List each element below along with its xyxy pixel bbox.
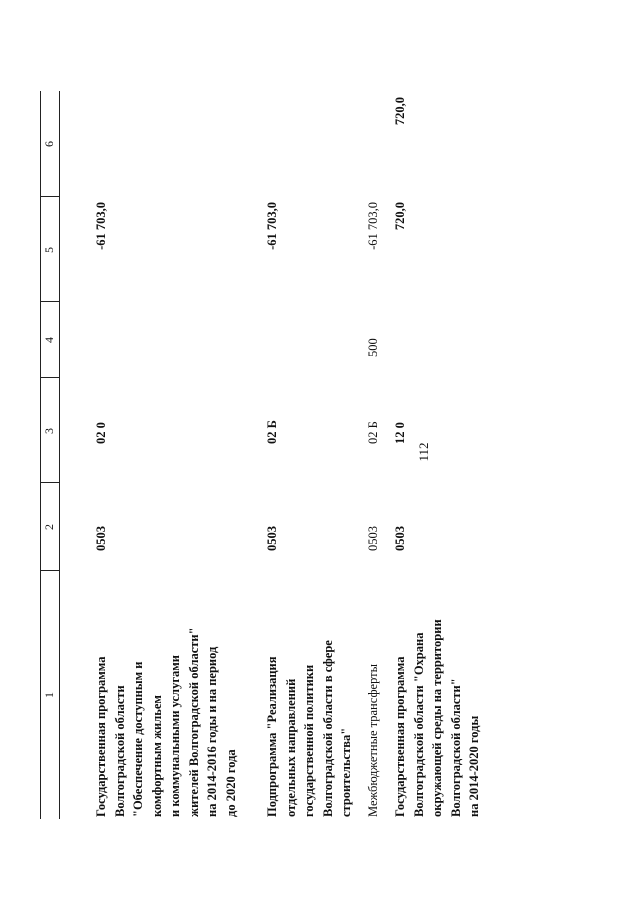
col-divider-5 [40, 196, 60, 197]
row-3-col4: 500 [366, 338, 380, 357]
row-2-col3: 02 Б [265, 420, 279, 444]
col-divider-3 [40, 377, 60, 378]
header-col-4: 4 [42, 337, 56, 343]
row-3-col5: -61 703,0 [366, 202, 380, 250]
row-1-name: Государственная программа Волгоградской области "Обеспечение доступным и комфортным жильем и коммунальными услугами жителей Волгоградской области" на 2014-2016 годы и на период до 2020 года [94, 627, 238, 817]
row-1-col3: 02 0 [94, 422, 108, 444]
row-3-col2: 0503 [366, 526, 380, 551]
row-3-name: Межбюджетные трансферты [366, 663, 380, 817]
rotated-table [40, 91, 481, 819]
header-top-rule [40, 91, 41, 819]
col-divider-1 [40, 570, 60, 571]
page-number: 112 [416, 442, 431, 462]
row-4-col6: 720,0 [393, 97, 407, 126]
row-1-col2: 0503 [94, 526, 108, 551]
header-col-6: 6 [42, 141, 56, 147]
header-col-1: 1 [42, 692, 56, 698]
row-4-col2: 0503 [393, 526, 407, 551]
row-4-col3: 12 0 [393, 422, 407, 444]
header-bottom-rule [59, 91, 60, 819]
row-4-name: Государственная программа Волгоградской области "Охрана окружающей среды на территории Волгоградской области" на 2014-2020 годы [393, 619, 481, 817]
header-col-5: 5 [42, 247, 56, 253]
row-2-col5: -61 703,0 [265, 202, 279, 250]
row-4-col5: 720,0 [393, 202, 407, 231]
row-1-col5: -61 703,0 [94, 202, 108, 250]
col-divider-2 [40, 482, 60, 483]
row-2-name: Подпрограмма "Реализация отдельных направлений государственной политики Волгоградской области в сфере строительства" [265, 640, 353, 817]
header-col-2: 2 [42, 524, 56, 530]
header-col-3: 3 [42, 428, 56, 434]
row-3-col3: 02 Б [366, 421, 380, 444]
col-divider-4 [40, 301, 60, 302]
row-2-col2: 0503 [265, 526, 279, 551]
